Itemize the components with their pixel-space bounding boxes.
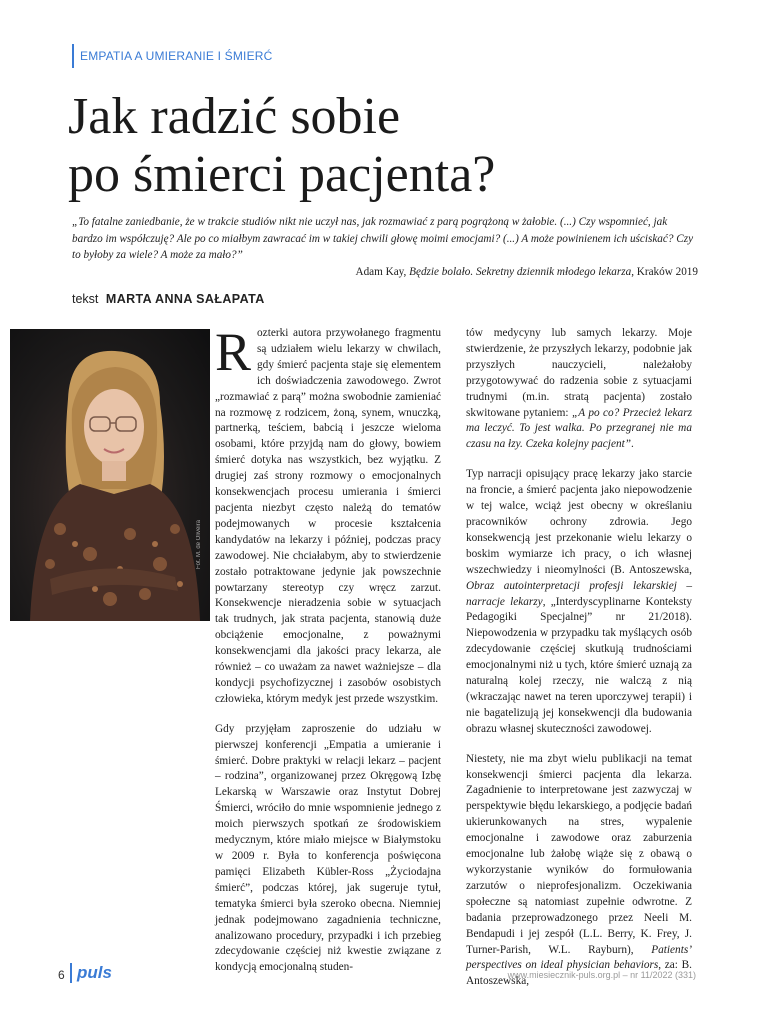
magazine-logo: puls bbox=[70, 963, 112, 983]
paragraph-text: , „Interdyscyplinarne Konteksty Pedagogiki Specjalnej” nr 21/2018). Niepowodzenia w przypadku tak myślących osób zdecydowanie częściej skutkują trudnościami emocjonalnymi niż u tych, które śmierć uznają za naturalną kolej rzeczy, nie walczą z nią (wkraczając nawet na teren uporczywej terapii) i nie bagatelizują jej konsekwencji dla budowania obrazu własnej skuteczności zawodowej. bbox=[466, 595, 693, 735]
footer-url: www.miesiecznik-puls.org.pl – nr 11/2022 (331) bbox=[507, 970, 696, 980]
paragraph-text: ozterki autora przywołanego fragmentu są udziałem wielu lekarzy w chwilach, gdy śmierć pacjenta staje się elementem ich doświadczenia zawodowego. Zwrot „rozmawiać z parą” można swobodnie zamieniać na rozmowę z rodzicem, żoną, synem, wnuczką, partnerką, teściem, babcią i jeszcze wieloma osobami, które przyjdą nam do głowy, bowiem śmierć dotyka nas wszystkich, bez wyjątku. Z drugiej zaś strony rozmowy o emocjonalnych konsekwencjach procesu umierania i śmierci pacjenta niezbyt często należą do tematów podejmowanych w procesie kształcenia kandydatów na lekarzy i później, podczas pracy zawodowej. Nie chciałabym, aby to stwierdzenie zostało potraktowane jedynie jak powszechnie powtarzany stereotyp czy wręcz zarzut. Konsekwencje nieradzenia sobie w sytuacjach tak trudnych, jak strata pacjenta, stanowią duże obciążenie emocjonalne, z poważnymi konsekwencjami dla jakości pracy lekarza, ale również – co uważam za nawet ważniejsze – dla kondycji psychofizycznej i zasobów osobistych człowieka, którym medyk jest przede wszystkim. bbox=[215, 327, 441, 705]
section-tag: EMPATIA A UMIERANIE I ŚMIERĆ bbox=[72, 44, 273, 68]
page-number: 6 bbox=[58, 968, 65, 982]
article-title bbox=[68, 88, 708, 204]
italic-citation: Patients’ perspectives on ideal physician behaviors bbox=[466, 943, 692, 972]
quote-author: Adam Kay, bbox=[355, 266, 407, 278]
epigraph-quote: „To fatalne zaniedbanie, że w trakcie studiów nikt nie uczył nas, jak rozmawiać z parą pogrążoną w żałobie. (...) Czy wspomnieć, jak bardzo im współczuję? Ale po co miałbym zawracać im w takiej chwili głowę moimi emocjami? (...) A może powinienem ich uściskać? Czy to byłoby za wiele? A może za mało?” bbox=[72, 216, 694, 261]
italic-quote: „A po co? Przecież lekarz ma leczyć. To jest walka. Po przegranej nie ma czasu na łzy. Czeka kolejny pacjent” bbox=[466, 406, 692, 451]
paragraph-text: . bbox=[631, 438, 634, 451]
photo-credit: Fot. M. de Oliveira bbox=[196, 520, 202, 570]
paragraph-text: Niestety, nie ma zbyt wielu publikacji na temat konsekwencji śmierci pacjenta dla lekarza. Zagadnienie to interpretowane jest zazwyczaj w perspektywie błędu lekarskiego, a podjęcie badań ukierunkowanych na stres, wypalenie emocjonalne i zawodowe oraz zaburzenia emocjonalne lub żałobę wiąże się z obawą o wykorzystanie wyników do formułowania zarzutów o nieprofesjonalizm. Oczekiwania społeczne są natomiast zupełnie odwrotne. Z badania przeprowadzonego przez Neeli M. Bendapudi i jej zespół (L.L. Berry, K. Frey, J. Turner-Parish, W.L. Rayburn), bbox=[466, 752, 692, 956]
paragraph-text: tów medycyny lub samych lekarzy. Moje stwierdzenie, że przyszłych lekarzy, podobnie jak przyszłych nauczycieli, należałoby przygotowywać do radzenia sobie z sytuacjami trudnymi (m.in. stratą pacjenta) zostało skwitowane pytaniem: bbox=[466, 327, 692, 419]
paragraph bbox=[466, 326, 692, 453]
article-author bbox=[72, 292, 265, 306]
paragraph bbox=[215, 322, 441, 708]
quote-book: Będzie bolało. Sekretny dziennik młodego lekarza bbox=[409, 266, 632, 278]
epigraph-source bbox=[355, 266, 698, 278]
title-line-2: po śmierci pacjenta? bbox=[68, 146, 496, 203]
author-prefix: tekst bbox=[72, 292, 99, 306]
paragraph: Gdy przyjęłam zaproszenie do udziału w pierwszej konferencji „Empatia a umieranie i śmierć. Dobre praktyki w relacji lekarz – pacjent – rodzina”, organizowanej przez Okręgową Izbę Lekarską w Warszawie oraz Instytut Dobrej Śmierci, wróciło do mnie wspomnienie jednego z moich pierwszych spotkań ze środowiskiem medycznym, które miało miejsce w Białymstoku w 2009 r. Była to konferencja poświęcona pamięci Elizabeth Kübler-Ross „Życiodajna śmierć”, podczas której, jak sugeruje tytuł, tematyka śmierci była szeroko obecna. Niemniej jednak podejmowano zagadnienia techniczne, analizowano procedury, przypadki i ich przebieg zdecydowanie częściej niż kwestie związane z kondycją emocjonalną studen- bbox=[215, 722, 441, 974]
paragraph bbox=[466, 752, 692, 991]
paragraph-text: Typ narracji opisujący pracę lekarzy jako starcie na froncie, a śmierć pacjenta jako niepowodzenie w tej walce, wciąż jest obecny w określaniu pracowników ochrony zdrowia. Jego konsekwencją jest przekonanie wielu lekarzy o boskim wymiarze ich pracy, o ich własnej wszechwiedzy i nieomylności (B. Antoszewska, bbox=[466, 468, 692, 576]
quote-place: , Kraków 2019 bbox=[631, 266, 698, 278]
author-portrait-photo bbox=[10, 329, 210, 621]
drop-cap: R bbox=[215, 322, 252, 382]
portrait-illustration bbox=[10, 329, 210, 621]
text-column-1 bbox=[215, 322, 441, 990]
paragraph bbox=[466, 467, 692, 737]
italic-citation: Obraz autointerpretacji profesji lekarskiej – narracje lekarzy bbox=[466, 579, 692, 608]
text-column-2 bbox=[466, 326, 692, 1004]
author-name: MARTA ANNA SAŁAPATA bbox=[105, 292, 265, 306]
title-line-1: Jak radzić sobie bbox=[68, 88, 401, 145]
paragraph-text: , za: B. Antoszewska, bbox=[466, 959, 692, 988]
